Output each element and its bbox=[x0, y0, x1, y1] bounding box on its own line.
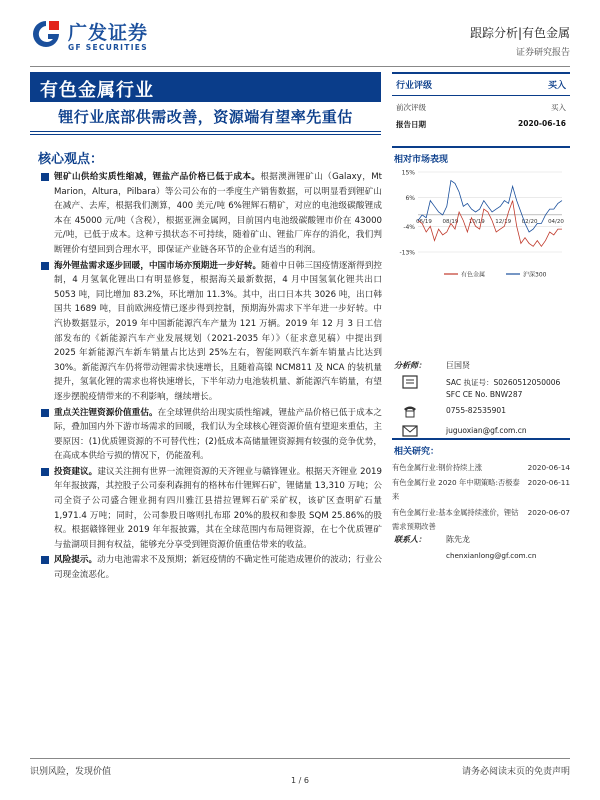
relative-performance-title: 相对市场表现 bbox=[392, 146, 570, 165]
footer-slogan: 识别风险，发现价值 bbox=[30, 767, 112, 777]
contact-email[interactable]: chenxianlong@gf.com.cn bbox=[446, 551, 537, 560]
title-rule-bottom bbox=[30, 134, 381, 135]
square-bullet-icon bbox=[40, 555, 50, 565]
relative-performance-section bbox=[392, 146, 570, 288]
y-tick-label: 15% bbox=[401, 169, 415, 177]
square-bullet-icon bbox=[40, 408, 50, 418]
title-rule-top bbox=[30, 131, 381, 132]
legend-label: 沪深300 bbox=[523, 271, 547, 279]
paragraph-lead: 风险提示。 bbox=[54, 555, 98, 566]
logo-english-name: GF SECURITIES bbox=[68, 43, 148, 52]
relative-performance-chart bbox=[392, 166, 570, 288]
report-header bbox=[0, 0, 600, 66]
paragraph-demand bbox=[30, 259, 382, 405]
report-date-label: 报告日期 bbox=[396, 120, 426, 129]
contact-name: 陈先龙 bbox=[446, 535, 470, 544]
y-tick-label: 6% bbox=[405, 195, 415, 203]
legend-label: 有色金属 bbox=[461, 271, 486, 279]
rating-label: 行业评级 bbox=[396, 81, 433, 91]
square-bullet-icon bbox=[40, 261, 50, 271]
related-research-date: 2020-06-11 bbox=[527, 478, 570, 487]
analyst-panel bbox=[392, 360, 570, 446]
related-research-date: 2020-06-07 bbox=[527, 508, 570, 517]
page-number: 1 / 6 bbox=[291, 776, 309, 785]
analyst-label: 分析师： bbox=[394, 361, 426, 370]
previous-rating-label: 前次评级 bbox=[396, 103, 426, 112]
square-bullet-icon bbox=[40, 172, 50, 182]
analyst-email[interactable]: juguoxian@gf.com.cn bbox=[446, 426, 527, 435]
email-icon bbox=[402, 424, 418, 438]
gf-securities-logo bbox=[30, 16, 162, 58]
id-card-icon bbox=[402, 375, 418, 389]
paragraph-lead: 锂矿山供给实质性缩减，锂盐产品价格已低于成本。 bbox=[54, 172, 261, 182]
x-tick-label: 06/19 bbox=[416, 218, 432, 225]
y-tick-label: -13% bbox=[399, 249, 415, 257]
paragraph-investment-advice bbox=[30, 465, 382, 553]
rating-panel bbox=[392, 72, 570, 130]
report-subtype: 证券研究报告 bbox=[515, 48, 570, 58]
logo-chinese-name: 广发证券 bbox=[68, 22, 149, 44]
industry-banner: 有色金属行业 bbox=[30, 72, 381, 102]
related-research-item[interactable] bbox=[392, 459, 570, 476]
related-research-title: 相关研究： bbox=[392, 438, 570, 457]
paragraph-text: 动力电池需求不及预期；新冠疫情的不确定性可能造成锂价的波动；行业公司现金流恶化。 bbox=[54, 555, 382, 581]
related-research-text: 有色金属行业:钢价持续上涨 bbox=[392, 463, 483, 472]
paragraph-lead: 投资建议。 bbox=[54, 466, 98, 477]
contact-label: 联系人： bbox=[394, 535, 426, 544]
core-views-title: 核心观点： bbox=[38, 152, 104, 167]
footer-divider bbox=[30, 758, 570, 759]
paragraph-text: 根据澳洲锂矿山（Galaxy，Mt Marion，Altura，Pilbara）等公司公布的一季度生产销售数据，可以明显看到锂矿山在减产、去库，根据我们测算，400 美元/吨 6%锂辉石精矿，对应的电池级碳酸锂成本在 45000 元/吨（含税），根据亚洲金属网，目前国内电池级碳酸锂市价在 43000 元/吨，已低于成本。这种亏损状态不可持续，随着矿山、锂盐厂库存的消化，我们判断锂价有望回到合理水平，即保证产业链各环节的企业有适当的利润。 bbox=[54, 172, 382, 255]
series-line-csi300 bbox=[418, 181, 562, 232]
footer-disclaimer-note: 请务必阅读末页的免责声明 bbox=[461, 767, 570, 777]
analyst-sac-number: SAC 执证号：S0260512050006 bbox=[446, 378, 561, 387]
gf-logo-icon bbox=[30, 18, 62, 50]
report-type: 跟踪分析|有色金属 bbox=[469, 26, 570, 40]
paragraph-text: 随着中日韩三国疫情逐渐得到控制，4 月氢氧化锂出口有明显修复，根据海关最新数据，4 月中国氢氧化锂共出口 5053 吨，同比增加 83.2%，环比增加 11.3%。其中，出口日本共 3026 吨，出口韩国共 1689 吨，目前欧洲疫情已逐步得到控制，预期海外需求下半年进一步好转。中汽协数据显示，2019 年中国新能源汽车产量为 121 万辆。2019 年 12 月 3 日工信部发布的《新能源汽车产业发展规划（2021-2035 年）》（征求意见稿）中提出到 2025 年新能源汽车新车销量占比达到 25%左右，智能网联汽车新车销量占比达到 30%。新能源汽车仍将带动锂需求快速增长，且随着高镍 NCM811 及 NCA 的装机量提升，氢氧化锂的需求也将快速增长，下半年动力电池装机量、新能源汽车销量，有望逐步摆脱疫情带来的不利影响，继续增长。 bbox=[54, 260, 382, 402]
square-bullet-icon bbox=[40, 467, 50, 477]
x-tick-label: 02/20 bbox=[521, 218, 538, 225]
x-tick-label: 10/19 bbox=[468, 218, 485, 225]
header-divider bbox=[30, 66, 570, 67]
analyst-sfc-number: SFC CE No. BNW287 bbox=[446, 390, 523, 399]
paragraph-text: 建议关注拥有世界一流锂资源的天齐锂业与赣锋锂业。根据天齐锂业 2019 年年报披露，其控股子公司泰利森拥有的格林布什锂辉石矿，锂储量 13,310 万吨；公司全资子公司盛合锂业拥有四川雅江县措拉锂辉石矿采矿权，该矿区查明矿石量 1,971.4 万吨；同时，公司参股日喀则扎布耶 20%的股权和参股 SQM 25.86%的股权。根据赣锋锂业 2019 年年报披露，其在全球范围内布局锂资源，在七个优质锂矿与盐湖项目拥有权益，能够充分享受到锂资源价值重估带来的收益。 bbox=[54, 466, 382, 550]
paragraph-supply bbox=[30, 170, 382, 258]
related-research-text: 有色金属行业 2020 年中期策略:否极泰来 bbox=[392, 478, 520, 501]
paragraph-text: 在全球锂供给出现实质性缩减，锂盐产品价格已低于成本之际，叠加国内外下游市场需求的回暖，我们认为全球核心锂资源价值有望迎来重估，主要原因：(1)优质锂资源的不可替代性；(2)低成本高储量锂资源拥有较强的竞争优势，在高成本供给亏损的情况下，仍能盈利。 bbox=[54, 407, 382, 462]
paragraph-lead: 海外锂盐需求逐步回暖，中国市场亦预期进一步好转。 bbox=[54, 260, 262, 271]
phone-icon bbox=[402, 404, 418, 418]
y-tick-label: -4% bbox=[403, 223, 415, 231]
paragraph-lead: 重点关注锂资源价值重估。 bbox=[54, 407, 158, 418]
core-views-body bbox=[30, 170, 382, 583]
previous-rating-value: 买入 bbox=[551, 103, 566, 112]
analyst-phone: 0755-82535901 bbox=[446, 406, 506, 415]
contact-panel bbox=[392, 534, 570, 568]
report-date-value: 2020-06-16 bbox=[518, 119, 566, 128]
related-research-text: 有色金属行业:基本金属持续涨价，锂钴需求预期改善 bbox=[392, 508, 519, 531]
x-tick-label: 08/19 bbox=[442, 218, 459, 225]
rating-value: 买入 bbox=[547, 81, 566, 91]
related-research-date: 2020-06-14 bbox=[527, 463, 570, 472]
related-research-item[interactable] bbox=[392, 506, 570, 534]
paragraph-risk bbox=[30, 553, 382, 582]
x-tick-label: 04/20 bbox=[548, 218, 564, 225]
report-title: 锂行业底部供需改善，资源端有望率先重估 bbox=[58, 108, 353, 126]
related-research-panel bbox=[392, 438, 570, 534]
x-tick-label: 12/19 bbox=[495, 218, 512, 225]
analyst-name: 巨国贤 bbox=[446, 361, 470, 370]
related-research-item[interactable] bbox=[392, 476, 570, 504]
paragraph-revaluation bbox=[30, 406, 382, 464]
